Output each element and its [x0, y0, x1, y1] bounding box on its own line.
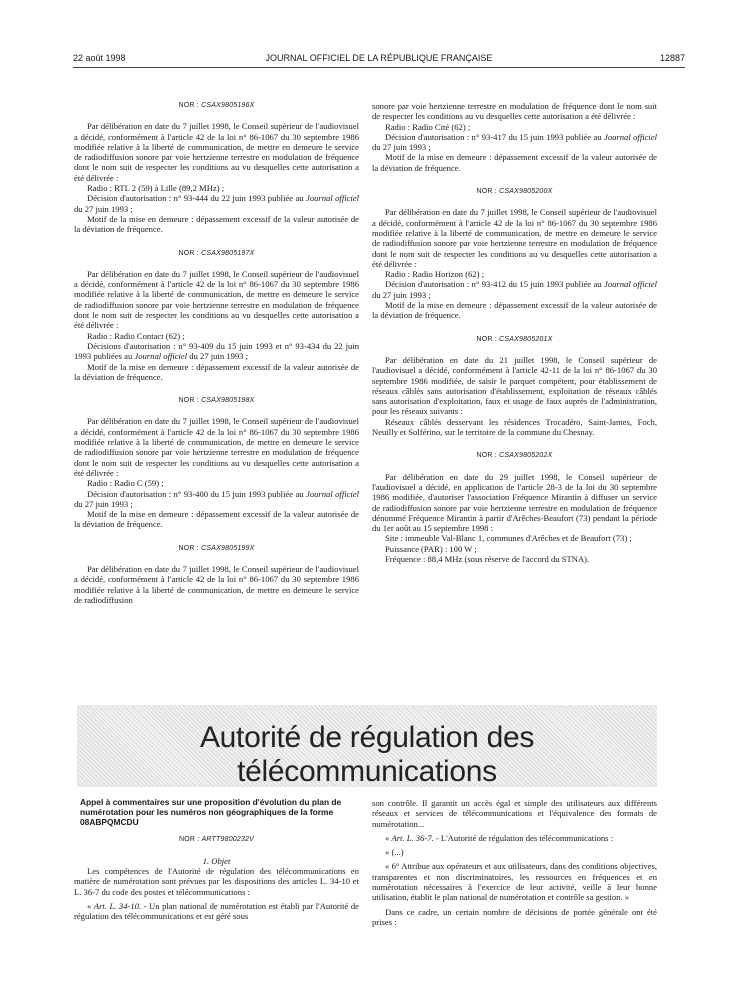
paragraph: Décision d'autorisation : n° 93-417 du 15 juin 1993 publiée au Journal officiel du 27 juin 1993 ;: [372, 131, 657, 153]
nor-reference: NOR : CSAX9805197X: [178, 249, 255, 257]
paragraph: Par délibération en date du 29 juillet 1998, le Conseil supérieur de l'audiovisuel a décidé, en application de l'article 28-3 de la loi du 30 septembre 1986 modifiée, d'autoriser l'association Fréquence Mirantin à diffuser un service de radiodiffusion sonore par voie hertzienne terrestre en modulation de fréquence dénommé Fréquence Mirantin à partir d'Arêches-Beaufort (73) pendant la période du 1er août au 15 septembre 1998 :: [372, 471, 657, 534]
paragraph: Par délibération en date du 7 juillet 1998, le Conseil supérieur de l'audiovisuel a décidé, conformément à l'article 42 de la loi n° 86-1067 du 30 septembre 1986 modifiée relative à la liberté de communication, de mettre en demeure le service de radiodiffusion sonore par voie hertzienne terrestre en modulation de fréquence dont le nom suit de respecter les conditions au vu desquelles cette autorisation a été délivrée :: [74, 416, 359, 478]
paragraph: Motif de la mise en demeure : dépassement excessif de la valeur autorisée de la déviation de fréquence.: [74, 361, 359, 382]
paragraph: Les compétences de l'Autorité de régulation des télécommunications en matière de numérotation sont prévues par les dispositions des articles L. 34-10 et L. 36-7 du code des postes et télécommunications :: [74, 865, 359, 897]
paragraph: Par délibération en date du 7 juillet 1998, le Conseil supérieur de l'audiovisuel a décidé, conformément à l'article 42 de la loi n° 86-1067 du 30 septembre 1986 modifiée relative à la liberté de communication, de mettre en demeure le service de radiodiffusion: [74, 563, 359, 605]
nor-reference: NOR : CSAX9805196X: [178, 102, 255, 109]
article-title: Appel à commentaires sur une proposition d'évolution du plan de numérotation pour les numéros non géographiques de la forme 08ABPQMCDU: [80, 797, 342, 827]
nor-reference: NOR : CSAX9805200X: [476, 188, 553, 196]
nor-reference: NOR : ARTT9800232V: [178, 836, 255, 844]
paragraph: Fréquence : 88,4 MHz (sous réserve de l'accord du STNA).: [385, 553, 590, 564]
paragraph: Décisions d'autorisation : n° 93-409 du 15 juin 1993 et n° 93-434 du 22 juin 1993 publiées au Journal officiel du 27 juin 1993 ;: [74, 340, 359, 362]
banner-title: Autorité de régulation des télécommunications: [199, 721, 535, 788]
paragraph: son contrôle. Il garantit un accès égal et simple des utilisateurs aux différents réseaux et services de télécommunications et l'équivalence des formats de numérotation...: [372, 798, 657, 829]
paragraph: sonore par voie hertzienne terrestre en modulation de fréquence dont le nom suit de respecter les conditions au vu desquelles cette autorisation a été délivrée :: [372, 101, 657, 122]
article-left-column: [74, 798, 359, 921]
paragraph: Décision d'autorisation : n° 93-444 du 22 juin 1993 publiée au Journal officiel du 27 juin 1993 ;: [74, 193, 359, 214]
paragraph: Par délibération en date du 7 juillet 1998, le Conseil supérieur de l'audiovisuel a décidé, conformément à l'article 42 de la loi n° 86-1067 du 30 septembre 1986 modifiée relative à la liberté de communication, de mettre en demeure le service de radiodiffusion sonore par voie hertzienne terrestre en modulation de fréquence dont le nom suit de respecter les conditions au vu desquelles cette autorisation a été délivrée :: [74, 121, 359, 183]
paragraph: « 6° Attribue aux opérateurs et aux utilisateurs, dans des conditions objectives, transparentes et non discriminatoires, les ressources en fréquences et en numérotation nécessaires à l'exercice de leur activité, veille à leur bonne utilisation, établit le plan national de numérotation et contrôle sa gestion. »: [372, 861, 657, 903]
page-header: [73, 53, 685, 67]
paragraph: Site : immeuble Val-Blanc 1, communes d'Arêches et de Beaufort (73) ;: [385, 533, 632, 544]
left-column: [74, 101, 359, 605]
paragraph: Puissance (PAR) : 100 W ;: [385, 543, 477, 554]
nor-reference: NOR : CSAX9805201X: [476, 335, 553, 343]
header-date: 22 août 1998: [73, 53, 126, 63]
nor-reference: NOR : CSAX9805199X: [178, 544, 255, 552]
paragraph: « Art. L. 36-7. - L'Autorité de régulation des télécommunications :: [385, 832, 614, 843]
paragraph: Radio : Radio Horizon (62) ;: [385, 269, 485, 280]
section-heading: 1. Objet: [202, 855, 231, 866]
paragraph: Radio : Radio Contact (62) ;: [87, 330, 185, 341]
paragraph: Motif de la mise en demeure : dépassement excessif de la valeur autorisée de la déviation de fréquence.: [372, 300, 657, 321]
paragraph: Par délibération en date du 21 juillet 1998, le Conseil supérieur de l'audiovisuel a décidé, conformément à l'article 42-11 de la loi n° 86-1067 du 30 septembre 1986 modifiée, de saisir le parquet compétent, pour établissement de réseaux câblés sans autorisation d'établissement, exploitation de réseaux câblés sans autorisation d'exploitation, faux et usage de faux auprès de l'administration, pour les réseaux suivants :: [372, 354, 657, 417]
paragraph: Radio : Radio Cité (62) ;: [385, 121, 471, 132]
paragraph: Réseaux câblés desservant les résidences Trocadéro, Saint-James, Foch, Neuilly et Solférino, sur le territoire de la commune du Chesnay.: [372, 416, 657, 438]
paragraph: Motif de la mise en demeure : dépassement excessif de la valeur autorisée de la déviation de fréquence.: [74, 213, 359, 235]
paragraph: Par délibération en date du 7 juillet 1998, le Conseil supérieur de l'audiovisuel a décidé, conformément à l'article 42 de la loi n° 86-1067 du 30 septembre 1986 modifiée relative à la liberté de communication, de mettre en demeure le service de radiodiffusion sonore par voie hertzienne terrestre en modulation de fréquence dont le nom suit de respecter les conditions au vu desquelles cette autorisation a été délivrée :: [74, 268, 359, 331]
header-journal-title: JOURNAL OFFICIEL DE LA RÉPUBLIQUE FRANÇAISE: [265, 53, 493, 63]
section-banner: [77, 705, 657, 787]
paragraph: « (...): [385, 847, 404, 858]
paragraph: Radio : Radio C (59) ;: [87, 478, 164, 489]
nor-reference: NOR : CSAX9805198X: [178, 397, 255, 405]
paragraph: Motif de la mise en demeure : dépassement excessif de la valeur autorisée de la déviation de fréquence.: [74, 509, 359, 530]
article-right-column: [372, 798, 657, 927]
header-page-number: 12887: [659, 53, 685, 63]
paragraph: Radio : RTL 2 (59) à Lille (89,2 MHz) ;: [87, 183, 225, 194]
paragraph: Motif de la mise en demeure : dépassement excessif de la valeur autorisée de la déviation de fréquence.: [372, 152, 657, 173]
right-column: [372, 101, 657, 564]
paragraph: Par délibération en date du 7 juillet 1998, le Conseil supérieur de l'audiovisuel a décidé, conformément à l'article 42 de la loi n° 86-1067 du 30 septembre 1986 modifiée relative à la liberté de communication, de mettre en demeure le service de radiodiffusion sonore par voie hertzienne terrestre en modulation de fréquence dont le nom suit de respecter les conditions au vu desquelles cette autorisation a été délivrée :: [372, 207, 657, 269]
paragraph: Décision d'autorisation : n° 93-400 du 15 juin 1993 publiée au Journal officiel du 27 juin 1993 ;: [74, 488, 359, 509]
nor-reference: NOR : CSAX9805202X: [476, 452, 553, 460]
header-rule: [73, 67, 685, 68]
paragraph: Dans ce cadre, un certain nombre de décisions de portée générale ont été prises :: [372, 906, 657, 927]
paragraph: Décision d'autorisation : n° 93-412 du 15 juin 1993 publiée au Journal officiel du 27 juin 1993 ;: [372, 279, 657, 300]
paragraph: « Art. L. 34-10. - Un plan national de numérotation est établi par l'Autorité de régulation des télécommunications et est géré sous: [74, 900, 359, 922]
